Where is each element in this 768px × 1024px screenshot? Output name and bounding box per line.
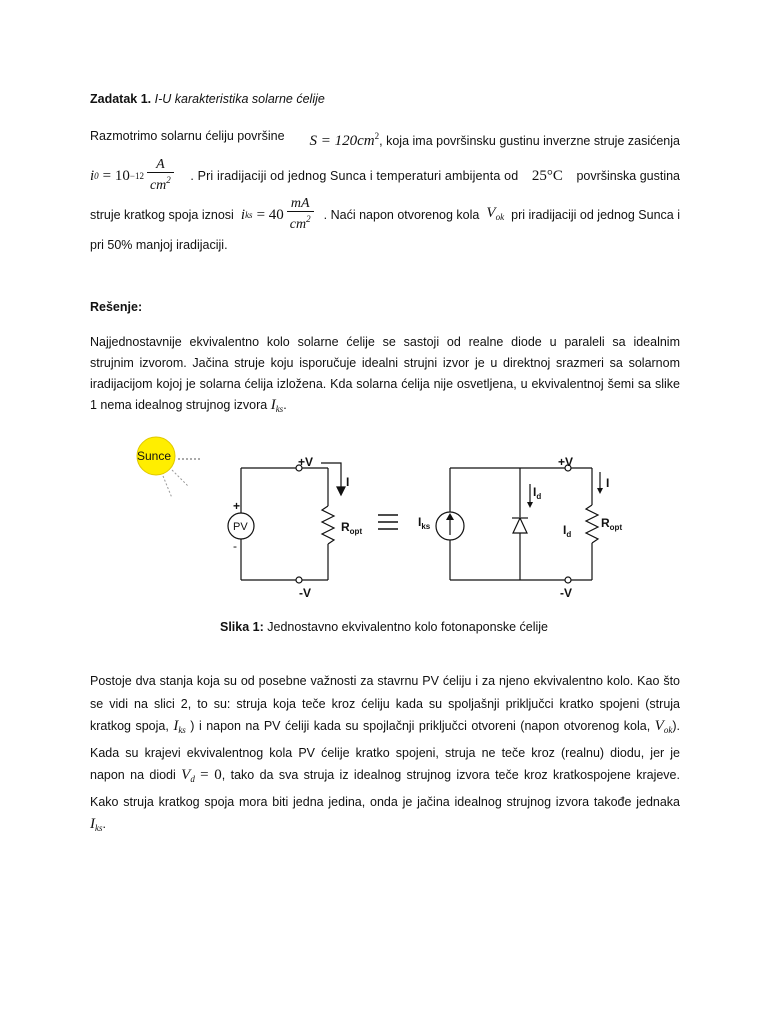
problem-line-2: i 0 = 10 −12 $\frac{A}{cm^2}$ . Pri iradijaciji od jednog Sunca i temperaturi ambijenta od 25°C površinska gustina [90, 157, 680, 193]
sun-icon [137, 437, 202, 498]
minus-v-left: -V [299, 586, 311, 600]
task-label: Zadatak 1. [90, 92, 152, 106]
pv-label: PV [233, 521, 248, 533]
minus-v-right: -V [560, 586, 572, 600]
equivalence-sign [378, 515, 398, 529]
sun-label: Sunce [137, 449, 172, 463]
problem-line-1: Razmotrimo solarnu ćeliju površine $S = 120cm^2$, koja ima površinsku gustinu inverzne struje zasićenja [90, 125, 680, 152]
figure-caption: Slika 1: Jednostavno ekvivalentno kolo fotonaponske ćelije [220, 620, 548, 634]
discussion-paragraph: Postoje dva stanja koja su od posebne važnosti za stavrnu PV ćeliju i za njeno ekvivalentno kolo. Kao što se vidi na slici 2, to su: struja koja teče kroz ćeliju kada su spoljašnji priključci kratko spojeni (struja kratkog spoja, $I_{ks}$ ) i napon na PV ćeliji kada su spojlačnji priključci otvoreni (napon otvorenog kola, $V_{ok}$). Kada su krajevi ekvivalentnog kola PV ćelije kratko spojeni, struja ne teče kroz (realnu) diodu, jer je napon na diodi $V_d = 0$, tako da sva struja iz idealnog strujnog izvora teče kroz kratkospojene krajeve. Kako struja kratkog spoja mora biti jedna jedina, onda je jačina idealnog strujnog izvora takođe jednaka $I_{ks}$. [90, 674, 680, 833]
problem-line-3: struje kratkog spoja iznosi i ks = 40 $\frac{mA}{cm^2}$ . Naći napon otvorenog kola $V_{ok}$ pri iradijaciji od jednog Sunca i [90, 196, 680, 232]
saturation-current-formula: i 0 = 10 −12 $\frac{A}{cm^2}$ [90, 158, 177, 193]
ropt-right: $R_{opt}$ [601, 516, 623, 532]
current-i-left: I [346, 475, 350, 489]
solution-heading: Rešenje: [90, 300, 143, 314]
pv-plus: + [233, 499, 241, 513]
solution-paragraph: Najjednostavnije ekvivalentno kolo solarne ćelije se sastoji od realne diode u paraleli sa idealnim strujnim izvorom. Jačina struje koju isporučuje idealni strujni izvor je u direktnoj srazmeri sa solarnom iradijacijom kojoj je solarna ćelija izložena. Kda solarna ćelija nije osvetljena, u ekvivalentnoj šemi sa slike 1 nema idealnog strujnog izvora $I_{ks}$. [90, 335, 680, 414]
i-right-arrow [597, 488, 603, 494]
current-i-right: I [606, 476, 610, 490]
pv-minus: - [233, 539, 237, 553]
plus-v-right: +V [558, 455, 574, 469]
problem-line-4: pri 50% manjoj iradijaciji. [90, 238, 228, 252]
right-circuit [450, 465, 600, 583]
task-subject: I-U karakteristika solarne ćelije [154, 92, 325, 106]
id-bottom-label: $I_d$ [563, 523, 572, 539]
id-top-label: $I_d$ [533, 485, 542, 501]
plus-v-left: +V [298, 455, 314, 469]
area-formula: $S = 120cm^2$, koja ima površinsku gustinu inverzne struje zasićenja [309, 131, 680, 149]
diode-symbol [513, 518, 527, 533]
id-arrow [527, 502, 533, 508]
short-circuit-density-formula: i ks = 40 $\frac{mA}{cm^2}$ [241, 197, 317, 232]
iks-label: $I_{ks}$ [418, 515, 431, 531]
left-circuit [241, 463, 345, 583]
ropt-left: $R_{opt}$ [341, 520, 363, 536]
